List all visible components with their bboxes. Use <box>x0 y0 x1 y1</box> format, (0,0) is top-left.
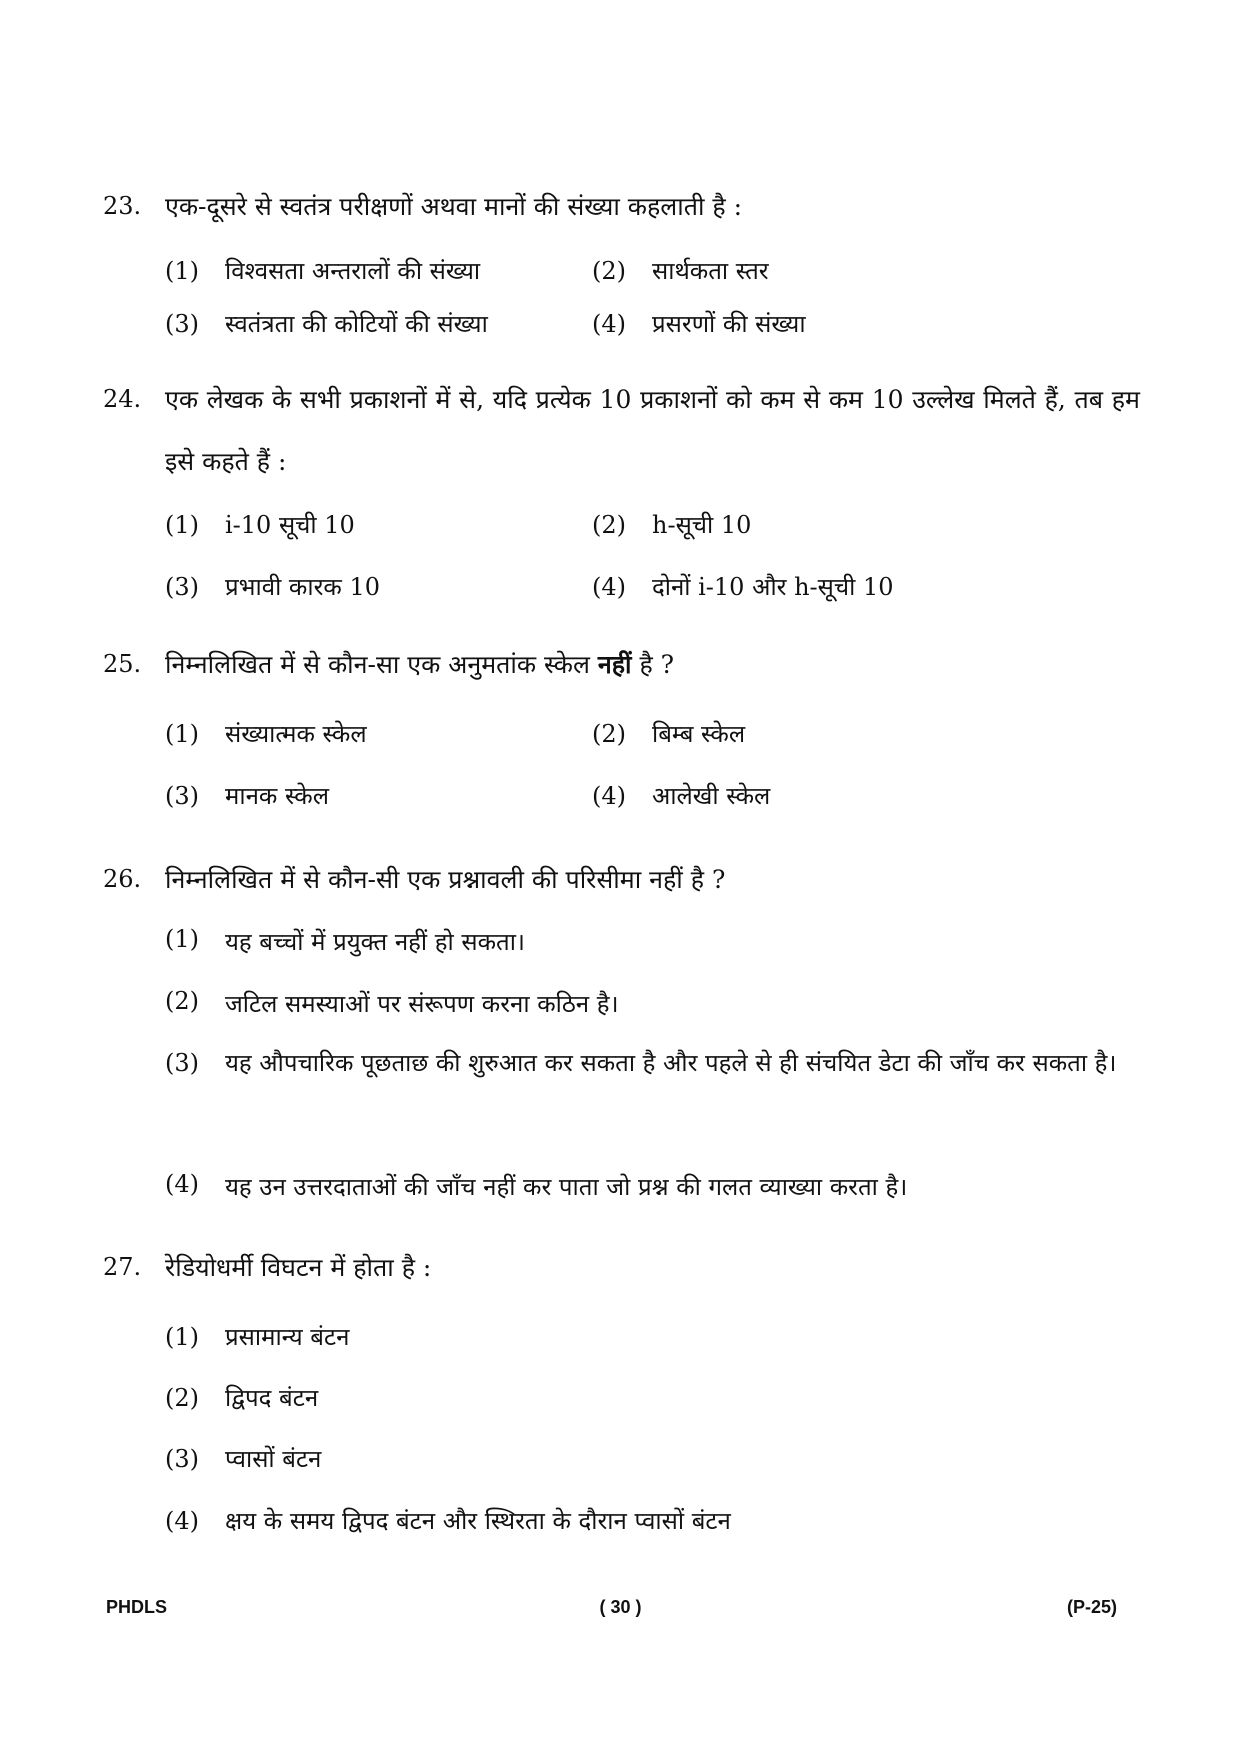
option-4: (4) क्षय के समय द्विपद बंटन और स्थिरता के दौरान प्वासों बंटन <box>165 1507 731 1535</box>
page-number: ( 30 ) <box>599 1597 642 1617</box>
footer-code: PHDLS <box>106 1597 168 1617</box>
option-1: (1) i-10 सूची 10 <box>165 511 355 539</box>
option-3: (3) प्वासों बंटन <box>165 1445 322 1473</box>
option-1: (1) यह बच्चों में प्रयुक्त नहीं हो सकता। <box>165 925 526 956</box>
option-3: (3) प्रभावी कारक 10 <box>165 573 380 601</box>
question-number: 26. <box>103 865 142 893</box>
option-2: (2) द्विपद बंटन <box>165 1384 319 1412</box>
option-3: (3) स्वतंत्रता की कोटियों की संख्या <box>165 310 488 338</box>
option-4: (4) दोनों i-10 और h-सूची 10 <box>592 573 894 601</box>
option-1: (1) विश्वसता अन्तरालों की संख्या <box>165 257 481 285</box>
question-text: एक लेखक के सभी प्रकाशनों में से, यदि प्रत्येक 10 प्रकाशनों को कम से कम 10 उल्लेख मिलते हैं, तब हम इसे कहते हैं : <box>165 385 1140 476</box>
option-2: (2) बिम्ब स्केल <box>592 720 746 748</box>
question-number: 24. <box>103 385 142 413</box>
option-4: (4) यह उन उत्तरदाताओं की जाँच नहीं कर पाता जो प्रश्न की गलत व्याख्या करता है। <box>165 1170 908 1201</box>
option-4: (4) आलेखी स्केल <box>592 782 771 810</box>
option-1: (1) प्रसामान्य बंटन <box>165 1323 350 1351</box>
option-2: (2) h-सूची 10 <box>592 511 752 539</box>
option-3: (3) मानक स्केल <box>165 782 329 810</box>
option-1: (1) संख्यात्मक स्केल <box>165 720 367 748</box>
question-text: निम्नलिखित में से कौन-सा एक अनुमतांक स्केल नहीं है ? <box>165 650 675 679</box>
question-text: एक-दूसरे से स्वतंत्र परीक्षणों अथवा मानों की संख्या कहलाती है : <box>165 192 743 221</box>
question-number: 25. <box>103 650 142 678</box>
option-3: (3) यह औपचारिक पूछताछ की शुरुआत कर सकता है और पहले से ही संचयित डेटा की जाँच कर सकता है। <box>165 1049 1117 1077</box>
emphasis-not: नहीं <box>597 650 632 679</box>
question-text: रेडियोधर्मी विघटन में होता है : <box>165 1253 432 1282</box>
question-number: 23. <box>103 192 142 220</box>
footer-series: (P-25) <box>1066 1597 1117 1617</box>
question-text: निम्नलिखित में से कौन-सी एक प्रश्नावली की परिसीमा नहीं है ? <box>165 865 726 894</box>
question-number: 27. <box>103 1253 142 1281</box>
option-2: (2) सार्थकता स्तर <box>592 257 769 285</box>
option-4: (4) प्रसरणों की संख्या <box>592 310 806 338</box>
option-2: (2) जटिल समस्याओं पर संरूपण करना कठिन है। <box>165 987 619 1018</box>
